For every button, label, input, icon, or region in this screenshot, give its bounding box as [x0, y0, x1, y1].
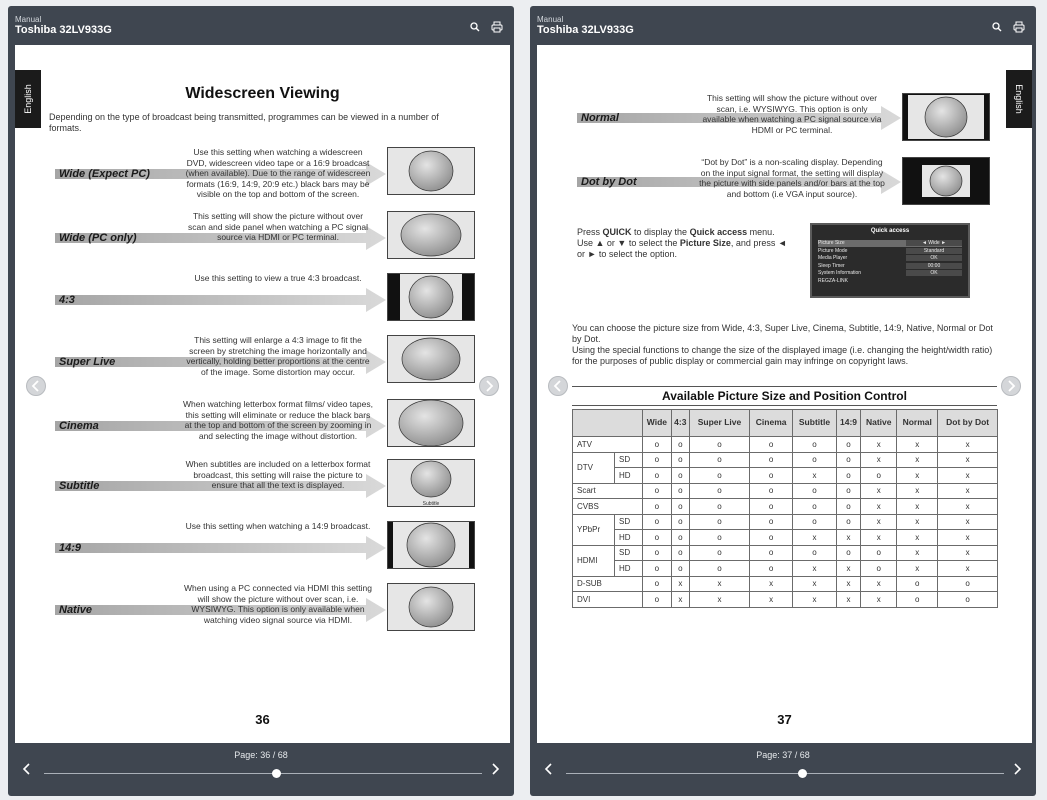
support-cell: x: [897, 468, 938, 484]
print-button[interactable]: [490, 20, 504, 34]
mode-label: Super Live: [59, 356, 116, 368]
prev-page-arrow[interactable]: [26, 376, 46, 396]
support-cell: o: [836, 437, 860, 453]
next-page-arrow[interactable]: [479, 376, 499, 396]
mode-item: [55, 273, 475, 343]
support-cell: o: [836, 545, 860, 561]
support-cell: o: [643, 576, 672, 592]
mode-arrow: [55, 535, 387, 561]
table-row: [573, 468, 998, 484]
support-cell: x: [861, 499, 897, 515]
aspect-thumbnail-14-9: [387, 521, 475, 569]
sub-source-cell: HD: [615, 561, 643, 577]
quick-access-key: REGZA-LINK: [818, 278, 849, 284]
support-cell: o: [861, 561, 897, 577]
mode-description: “Dot by Dot” is a non-scaling display. Depending on the input signal format, the setting will display the picture with side panels and/or bars at the top and bottom (i.e VGA input source).: [699, 157, 885, 199]
quick-access-key: System Information: [818, 270, 862, 277]
support-cell: o: [836, 452, 860, 468]
support-cell: o: [750, 561, 793, 577]
support-cell: x: [897, 514, 938, 530]
support-cell: o: [643, 561, 672, 577]
support-cell: x: [938, 452, 998, 468]
quick-access-row: [818, 240, 962, 247]
support-cell: o: [643, 530, 672, 546]
support-cell: o: [750, 483, 793, 499]
mode-label: Normal: [581, 112, 619, 124]
support-cell: o: [671, 545, 689, 561]
mode-description: Use this setting to view a true 4:3 broadcast.: [194, 273, 362, 283]
support-cell: o: [897, 576, 938, 592]
search-icon: [468, 20, 482, 34]
support-cell: o: [671, 499, 689, 515]
mode-item: [55, 335, 475, 405]
support-cell: x: [836, 592, 860, 608]
search-icon: [990, 20, 1004, 34]
support-cell: o: [671, 530, 689, 546]
table-row: [573, 545, 998, 561]
language-tab-label: English: [1014, 84, 1024, 114]
support-cell: o: [643, 437, 672, 453]
document-title: Toshiba 32LV933G: [15, 24, 112, 36]
support-cell: x: [897, 499, 938, 515]
support-cell: o: [793, 499, 837, 515]
print-icon: [1012, 20, 1026, 34]
chevron-left-icon: [27, 377, 45, 395]
sub-source-cell: HD: [615, 468, 643, 484]
support-cell: o: [861, 545, 897, 561]
quick-access-row: [818, 270, 962, 277]
support-cell: x: [897, 545, 938, 561]
next-page-button[interactable]: [486, 760, 504, 778]
search-button[interactable]: [990, 20, 1004, 34]
support-cell: x: [938, 499, 998, 515]
support-cell: o: [750, 452, 793, 468]
chevron-right-icon: [1002, 377, 1020, 395]
support-cell: o: [671, 514, 689, 530]
mode-description: When subtitles are included on a letterbox format broadcast, this setting will raise the picture to ensure that all the text is displayed.: [185, 459, 371, 490]
mode-item: [55, 147, 475, 217]
aspect-thumbnail-4-3: [387, 273, 475, 321]
support-cell: o: [671, 561, 689, 577]
column-header: Cinema: [750, 410, 793, 437]
support-cell: x: [861, 592, 897, 608]
chevron-left-icon: [549, 377, 567, 395]
mode-label: Wide (PC only): [59, 232, 137, 244]
mode-description: Use this setting when watching a widescreen DVD, widescreen video tape or a 16:9 broadcast (when available). Due to the range of widescreen formats (16:9, 14:9, 20:9 etc.) black bars may be visible on the top and bottom of the screen.: [185, 147, 371, 199]
mode-bar: [55, 287, 387, 304]
support-cell: x: [750, 592, 793, 608]
next-page-arrow[interactable]: [1001, 376, 1021, 396]
support-cell: o: [897, 592, 938, 608]
aspect-thumbnail-cinema: [387, 399, 475, 447]
support-cell: o: [643, 592, 672, 608]
aspect-thumbnail-super-live: [387, 335, 475, 383]
support-cell: x: [938, 437, 998, 453]
document-title: Toshiba 32LV933G: [537, 24, 634, 36]
intro-text: Depending on the type of broadcast being transmitted, programmes can be viewed in a number of formats.: [49, 112, 439, 133]
column-header: Native: [861, 410, 897, 437]
support-cell: o: [643, 483, 672, 499]
mode-arrow: [55, 287, 387, 313]
support-cell: o: [793, 545, 837, 561]
support-cell: x: [938, 483, 998, 499]
support-cell: o: [689, 499, 749, 515]
support-cell: o: [750, 437, 793, 453]
column-header: Normal: [897, 410, 938, 437]
quick-access-key: Picture Mode: [818, 247, 848, 254]
support-cell: x: [897, 452, 938, 468]
chevron-left-icon: [18, 760, 36, 778]
page-number: 37: [777, 712, 792, 727]
aspect-thumbnail-normal: [902, 93, 990, 141]
quick-access-row: [818, 263, 962, 270]
sub-source-cell: SD: [615, 545, 643, 561]
quick-access-row: [818, 278, 962, 285]
support-cell: o: [793, 437, 837, 453]
support-cell: x: [897, 530, 938, 546]
copyright-paragraph: Using the special functions to change the size of the displayed image (i.e. changing the height/width ratio) for the purposes of public display or commercial gain may infringe on copyright laws.: [572, 345, 993, 366]
support-cell: o: [750, 514, 793, 530]
source-cell: ATV: [573, 437, 643, 453]
support-cell: x: [793, 530, 837, 546]
support-cell: x: [897, 437, 938, 453]
chevron-left-icon: [540, 760, 558, 778]
support-cell: o: [793, 452, 837, 468]
mode-label: Subtitle: [59, 480, 100, 492]
support-cell: o: [689, 514, 749, 530]
quick-access-menu-image: [810, 223, 970, 298]
page-indicator: Page: 37 / 68: [756, 750, 810, 760]
source-cell: DTV: [573, 452, 615, 483]
sub-source-cell: HD: [615, 530, 643, 546]
table-row: [573, 561, 998, 577]
previous-page-button[interactable]: [18, 760, 36, 778]
support-cell: x: [793, 561, 837, 577]
support-cell: x: [861, 483, 897, 499]
quick-access-row: [818, 255, 962, 262]
source-cell: D-SUB: [573, 576, 643, 592]
source-cell: HDMI: [573, 545, 615, 576]
support-cell: x: [861, 530, 897, 546]
next-page-button[interactable]: [1008, 760, 1026, 778]
chevron-right-icon: [1008, 760, 1026, 778]
support-cell: x: [671, 592, 689, 608]
support-cell: x: [897, 561, 938, 577]
source-cell: DVI: [573, 592, 643, 608]
mode-description: Use this setting when watching a 14:9 broadcast.: [185, 521, 371, 531]
support-cell: x: [689, 576, 749, 592]
source-cell: YPbPr: [573, 514, 615, 545]
column-header: Wide: [643, 410, 672, 437]
support-cell: o: [793, 514, 837, 530]
support-cell: o: [938, 592, 998, 608]
support-cell: o: [689, 545, 749, 561]
mode-item: [55, 521, 475, 591]
mode-description: This setting will show the picture without over scan, i.e. WYSIWYG. This option is only available when watching a PC signal source via HDMI or PC terminal.: [702, 93, 882, 135]
manual-page-37: [537, 45, 1032, 743]
page-indicator: Page: 36 / 68: [234, 750, 288, 760]
thumbnail-caption: Subtitle: [422, 501, 440, 507]
support-cell: o: [689, 452, 749, 468]
aspect-thumbnail-wide: [387, 147, 475, 195]
support-cell: x: [938, 545, 998, 561]
mode-label: Dot by Dot: [581, 176, 637, 188]
page-number: 36: [255, 712, 270, 727]
support-cell: o: [836, 499, 860, 515]
support-cell: o: [793, 483, 837, 499]
support-cell: o: [671, 483, 689, 499]
mode-label: Native: [59, 604, 93, 616]
header-subtitle: Manual: [15, 15, 42, 24]
support-cell: x: [793, 592, 837, 608]
table-row: [573, 514, 998, 530]
mode-item: [55, 459, 475, 529]
support-cell: o: [750, 545, 793, 561]
aspect-thumbnail-native: [387, 583, 475, 631]
mode-description: When watching letterbox format films/ video tapes, this setting will eliminate or reduce the black bars at the top and bottom of the screen by zooming in and selecting the image without distortion.: [183, 399, 373, 441]
support-cell: x: [938, 514, 998, 530]
support-cell: o: [643, 468, 672, 484]
aspect-thumbnail-dot-by-dot: [902, 157, 990, 205]
support-cell: o: [689, 437, 749, 453]
page-slider-thumb[interactable]: [272, 769, 281, 778]
support-cell: x: [938, 530, 998, 546]
mode-bar: [55, 535, 387, 552]
picture-size-paragraph: You can choose the picture size from Wide, 4:3, Super Live, Cinema, Subtitle, 14:9, Native, Normal or Dot by Dot.: [572, 323, 993, 344]
support-cell: o: [836, 483, 860, 499]
table-title: Available Picture Size and Position Control: [572, 386, 997, 406]
mode-item: [577, 93, 997, 163]
quick-access-key: Picture Size: [818, 240, 845, 246]
support-cell: o: [643, 452, 672, 468]
source-cell: CVBS: [573, 499, 643, 515]
aspect-thumbnail-wide-pc: [387, 211, 475, 259]
support-cell: o: [938, 576, 998, 592]
viewer-left: [8, 6, 514, 796]
support-cell: x: [861, 514, 897, 530]
table-row: [573, 592, 998, 608]
column-header: Dot by Dot: [938, 410, 998, 437]
column-header: Super Live: [689, 410, 749, 437]
search-button[interactable]: [468, 20, 482, 34]
viewer-right: [530, 6, 1036, 796]
mode-item: [55, 583, 475, 653]
language-tab: [15, 70, 41, 128]
table-row: [573, 483, 998, 499]
support-cell: o: [689, 468, 749, 484]
support-cell: o: [643, 545, 672, 561]
support-cell: x: [836, 530, 860, 546]
manual-page-36: [15, 45, 510, 743]
support-cell: x: [861, 452, 897, 468]
prev-page-arrow[interactable]: [548, 376, 568, 396]
quick-access-key: Media Player: [818, 255, 848, 262]
previous-page-button[interactable]: [540, 760, 558, 778]
quick-access-instructions: Press QUICK to display the Quick access menu. Use ▲ or ▼ to select the Picture Size, and press ◄ or ► to select the option.: [577, 227, 787, 259]
support-cell: o: [836, 514, 860, 530]
support-cell: o: [643, 514, 672, 530]
sub-source-cell: SD: [615, 452, 643, 468]
chevron-right-icon: [486, 760, 504, 778]
support-cell: x: [938, 561, 998, 577]
print-icon: [490, 20, 504, 34]
support-cell: o: [689, 483, 749, 499]
support-cell: x: [938, 468, 998, 484]
print-button[interactable]: [1012, 20, 1026, 34]
mode-label: Cinema: [59, 420, 99, 432]
source-cell: Scart: [573, 483, 643, 499]
quick-access-value: OK: [906, 255, 962, 261]
mode-label: 14:9: [59, 542, 82, 554]
table-row: [573, 576, 998, 592]
quick-access-value: OK: [906, 270, 962, 276]
support-cell: o: [750, 468, 793, 484]
support-cell: x: [793, 468, 837, 484]
support-cell: o: [671, 437, 689, 453]
quick-access-title: Quick access: [870, 228, 910, 234]
quick-access-value: 00:00: [906, 263, 962, 269]
mode-description: This setting will show the picture without over scan and side panel when watching a PC signal source via HDMI or PC terminal.: [187, 211, 369, 242]
picture-size-table: [572, 409, 998, 608]
mode-item: [577, 157, 997, 227]
page-slider-thumb[interactable]: [798, 769, 807, 778]
support-cell: o: [689, 561, 749, 577]
mode-description: When using a PC connected via HDMI this setting will show the picture without over scan, i.e. WYSIWYG. This option is only available when watching video signal source via HDMI.: [183, 583, 373, 625]
support-cell: x: [750, 576, 793, 592]
header-subtitle: Manual: [537, 15, 564, 24]
table-row: [573, 452, 998, 468]
support-cell: o: [671, 452, 689, 468]
page-title: Widescreen Viewing: [185, 85, 340, 102]
table-row: [573, 437, 998, 453]
support-cell: o: [836, 468, 860, 484]
support-cell: o: [750, 530, 793, 546]
table-row: [573, 530, 998, 546]
table-corner: [573, 410, 643, 437]
sub-source-cell: SD: [615, 514, 643, 530]
quick-access-key: Sleep Timer: [818, 262, 845, 269]
page-slider[interactable]: [566, 773, 1004, 774]
quick-access-value: ◄ Wide ►: [906, 240, 962, 246]
mode-item: [55, 211, 475, 281]
mode-description: This setting will enlarge a 4:3 image to fit the screen by stretching the image horizontally and vertically, holding better proportions at the centre of the image. Some distortion may occur.: [186, 335, 370, 377]
quick-access-row: [818, 248, 962, 255]
mode-label: Wide (Expect PC): [59, 168, 150, 180]
support-cell: o: [643, 499, 672, 515]
column-header: 14:9: [836, 410, 860, 437]
support-cell: o: [861, 468, 897, 484]
mode-label: 4:3: [59, 294, 75, 306]
column-header: Subtitle: [793, 410, 837, 437]
column-header: 4:3: [671, 410, 689, 437]
support-cell: x: [861, 576, 897, 592]
quick-access-value: Standard: [906, 248, 962, 254]
support-cell: x: [689, 592, 749, 608]
language-tab-label: English: [23, 84, 33, 114]
aspect-thumbnail-subtitle: [387, 459, 475, 507]
support-cell: o: [689, 530, 749, 546]
support-cell: x: [861, 437, 897, 453]
support-cell: o: [750, 499, 793, 515]
support-cell: o: [671, 468, 689, 484]
support-cell: x: [793, 576, 837, 592]
support-cell: x: [897, 483, 938, 499]
language-tab: [1006, 70, 1032, 128]
support-cell: x: [671, 576, 689, 592]
table-row: [573, 499, 998, 515]
page-slider[interactable]: [44, 773, 482, 774]
support-cell: x: [836, 576, 860, 592]
chevron-right-icon: [480, 377, 498, 395]
support-cell: x: [836, 561, 860, 577]
